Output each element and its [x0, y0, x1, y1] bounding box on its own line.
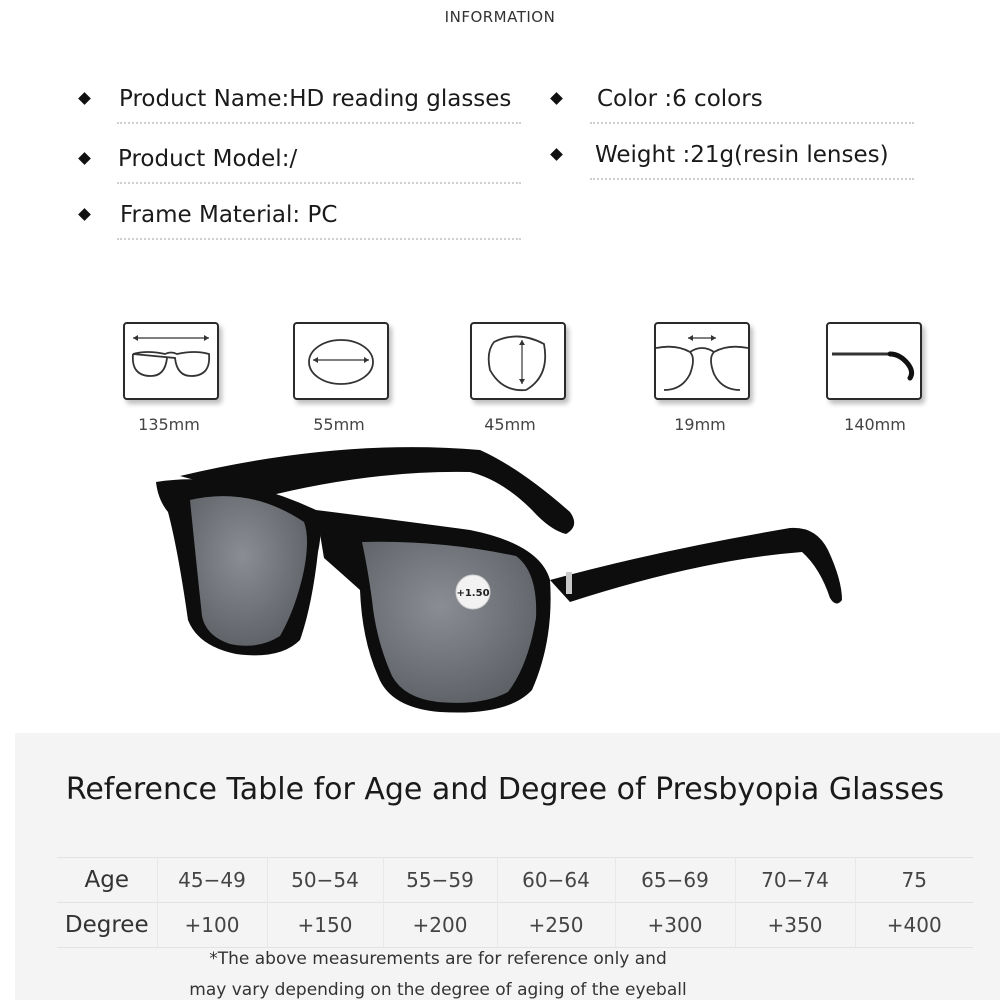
- spec-color-text: Color :6 colors: [597, 86, 763, 112]
- reading-glasses-image: [140, 440, 860, 730]
- lens-width-label: 55mm: [313, 415, 365, 434]
- degree-cell: +250: [497, 903, 615, 948]
- degree-header: Degree: [57, 903, 157, 948]
- age-cell: 55−59: [383, 858, 497, 903]
- lens-height-icon: [470, 322, 566, 400]
- age-cell: 65−69: [615, 858, 735, 903]
- age-cell: 75: [855, 858, 973, 903]
- divider: [117, 182, 521, 184]
- degree-cell: +150: [267, 903, 383, 948]
- reference-table-title: Reference Table for Age and Degree of Presbyopia Glasses: [65, 772, 945, 807]
- lens-width-icon: [293, 322, 389, 400]
- degree-cell: +400: [855, 903, 973, 948]
- reference-note-line2: may vary depending on the degree of aging of the eyeball: [189, 980, 687, 1000]
- spec-frame-material-text: Frame Material: PC: [120, 202, 338, 228]
- divider: [117, 122, 521, 124]
- degree-cell: +100: [157, 903, 267, 948]
- spec-product-name-text: Product Name:HD reading glasses: [119, 86, 512, 112]
- temple-length-label: 140mm: [844, 415, 906, 434]
- degree-cell: +300: [615, 903, 735, 948]
- divider: [117, 238, 521, 240]
- degree-cell: +350: [735, 903, 855, 948]
- diamond-bullet-icon: [78, 152, 91, 165]
- lens-height-label: 45mm: [484, 415, 536, 434]
- age-cell: 50−54: [267, 858, 383, 903]
- bridge-width-label: 19mm: [674, 415, 726, 434]
- frame-width-icon: [123, 322, 219, 400]
- lens-mark: +1.50: [456, 588, 490, 599]
- reference-table: [57, 857, 973, 948]
- table-row-degree: [57, 903, 973, 948]
- frame-width-label: 135mm: [138, 415, 200, 434]
- spec-product-model-text: Product Model:/: [118, 146, 298, 172]
- diamond-bullet-icon: [78, 92, 91, 105]
- divider: [590, 122, 914, 124]
- diamond-bullet-icon: [550, 148, 563, 161]
- reference-note-line1: *The above measurements are for reference only and: [209, 949, 667, 969]
- bridge-width-icon: [654, 322, 750, 400]
- table-row-age: [57, 858, 973, 903]
- diamond-bullet-icon: [550, 92, 563, 105]
- spec-weight-text: Weight :21g(resin lenses): [595, 142, 889, 168]
- page-title: INFORMATION: [444, 8, 556, 26]
- age-header: Age: [57, 858, 157, 903]
- age-cell: 70−74: [735, 858, 855, 903]
- age-cell: 45−49: [157, 858, 267, 903]
- diamond-bullet-icon: [78, 208, 91, 221]
- temple-length-icon: [826, 322, 922, 400]
- age-cell: 60−64: [497, 858, 615, 903]
- divider: [590, 178, 914, 180]
- degree-cell: +200: [383, 903, 497, 948]
